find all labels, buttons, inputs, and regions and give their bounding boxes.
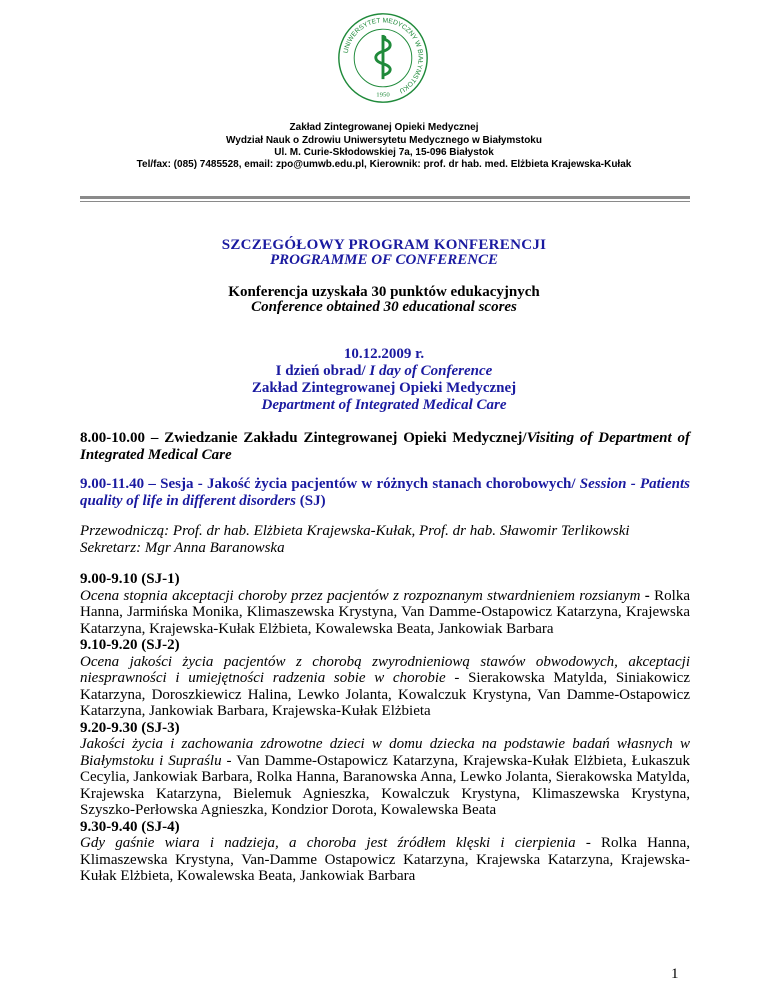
logo-ring-text: UNIWERSYTET MEDYCZNY W BIAŁYMSTOKU [342, 17, 424, 95]
talk-time: 9.00-9.10 (SJ-1) [80, 571, 180, 587]
institution-name: Zakład Zintegrowanej Opieki Medycznej [289, 122, 479, 133]
talks-list [80, 571, 690, 885]
header-divider-thin [80, 201, 690, 202]
page-number: 1 [671, 966, 679, 982]
day-label-pl: I dzień obrad/ [275, 363, 370, 379]
session-code: (SJ) [295, 492, 326, 509]
talk-time: 9.20-9.30 (SJ-3) [80, 719, 180, 736]
address: Ul. M. Curie-Skłodowskiej 7a, 15-096 Białystok [274, 147, 494, 158]
visit-text: 8.00-10.00 – Zwiedzanie Zakładu Zintegrowanej Opieki Medycznej/ [80, 430, 527, 446]
department-polish: Zakład Zintegrowanej Opieki Medycznej [251, 380, 517, 396]
session-english: Session - Patients quality of life in different disorders [80, 476, 690, 509]
talk-authors: Rolka Hanna, Klimaszewska Krystyna, Van-Damme Ostapowicz Katarzyna, Krajewska Katarzyna, Krajewska-Kułak Elżbieta, Kowalewska Beata, Jankowiak Barbara [80, 835, 690, 884]
university-logo [335, 10, 431, 106]
talk-title: Ocena stopnia akceptacji choroby przez pacjentów z rozpoznanym stwardnieniem rozsianym [80, 587, 641, 604]
credits-english: Conference obtained 30 educational scores [251, 299, 517, 315]
visit-block [80, 430, 690, 463]
header-divider [80, 196, 690, 199]
session-block [80, 476, 690, 509]
secretary: Sekretarz: Mgr Anna Baranowska [80, 539, 285, 556]
talk-item [80, 720, 690, 819]
talk-authors: Van Damme-Ostapowicz Katarzyna, Krajewska-Kułak Elżbieta, Łukaszuk Cecylia, Jankowiak Barbara, Rolka Hanna, Baranowska Anna, Lewko Jolanta, Sierakowska Matylda, Krajewska Katarzyna, Bielemuk Agnieszka, Kowalczuk Krystyna, Klimaszewska Krystyna, Szyszko-Perłowska Agnieszka, Kondzior Dorota, Kowalewska Beata [80, 752, 690, 818]
talk-separator: - [575, 835, 602, 851]
programme-title: SZCZEGÓŁOWY PROGRAM KONFERENCJI [221, 237, 547, 253]
talk-time: 9.10-9.20 (SJ-2) [80, 637, 180, 653]
chairpersons: Przewodniczą: Prof. dr hab. Elżbieta Krajewska-Kułak, Prof. dr hab. Sławomir Terlikowski [80, 523, 630, 539]
faculty-name: Wydział Nauk o Zdrowiu Uniwersytetu Medycznego w Białymstoku [226, 135, 542, 146]
talk-title: Jakości życia i zachowania zdrowotne dzieci w domu dziecka na podstawie badań własnych w Białymstoku i Supraślu [80, 736, 690, 769]
programme-subtitle: PROGRAMME OF CONFERENCE [269, 252, 499, 268]
talk-item [80, 637, 690, 720]
talk-separator: - [640, 587, 655, 604]
talk-time: 9.30-9.40 (SJ-4) [80, 818, 180, 835]
talk-item [80, 571, 690, 637]
talk-title: Ocena jakości życia pacjentów z chorobą zwyrodnieniową stawów obwodowych, akceptacji niesprawności i umiejętności radzenia sobie w chorobie [80, 653, 690, 686]
day-label [0, 362, 768, 380]
talk-item [80, 819, 690, 885]
department-english: Department of Integrated Medical Care [261, 397, 507, 413]
contact-line: Tel/fax: (085) 7485528, email: zpo@umwb.edu.pl, Kierownik: prof. dr hab. med. Elżbieta Krajewska-Kułak [136, 159, 632, 170]
talk-title: Gdy gaśnie wiara i nadzieja, a choroba jest źródłem klęski i cierpienia [80, 835, 576, 851]
session-text: 9.00-11.40 – Sesja - Jakość życia pacjentów w różnych stanach chorobowych/ [80, 476, 580, 492]
logo-year: 1950 [376, 91, 390, 99]
talk-separator: - [221, 752, 237, 769]
visit-english: Visiting of Department of Integrated Medical Care [80, 430, 690, 463]
conference-date: 10.12.2009 r. [343, 346, 425, 362]
credits-polish: Konferencja uzyskała 30 punktów edukacyjnych [228, 284, 540, 300]
talk-authors: Sierakowska Matylda, Siniakowicz Katarzyna, Doroszkiewicz Halina, Lewko Jolanta, Kowalczuk Krystyna, Van Damme-Ostapowicz Katarzyna, Jankowiak Barbara, Krajewska-Kułak Elżbieta [80, 670, 690, 719]
talk-authors: Rolka Hanna, Jarmińska Monika, Klimaszewska Krystyna, Van Damme-Ostapowicz Katarzyna, Krajewska Katarzyna, Krajewska-Kułak Elżbieta, Kowalewska Beata, Jankowiak Barbara [80, 587, 691, 637]
chairs-block [80, 523, 690, 556]
talk-separator: - [445, 670, 469, 686]
day-label-en: I day of Conference [369, 363, 493, 379]
